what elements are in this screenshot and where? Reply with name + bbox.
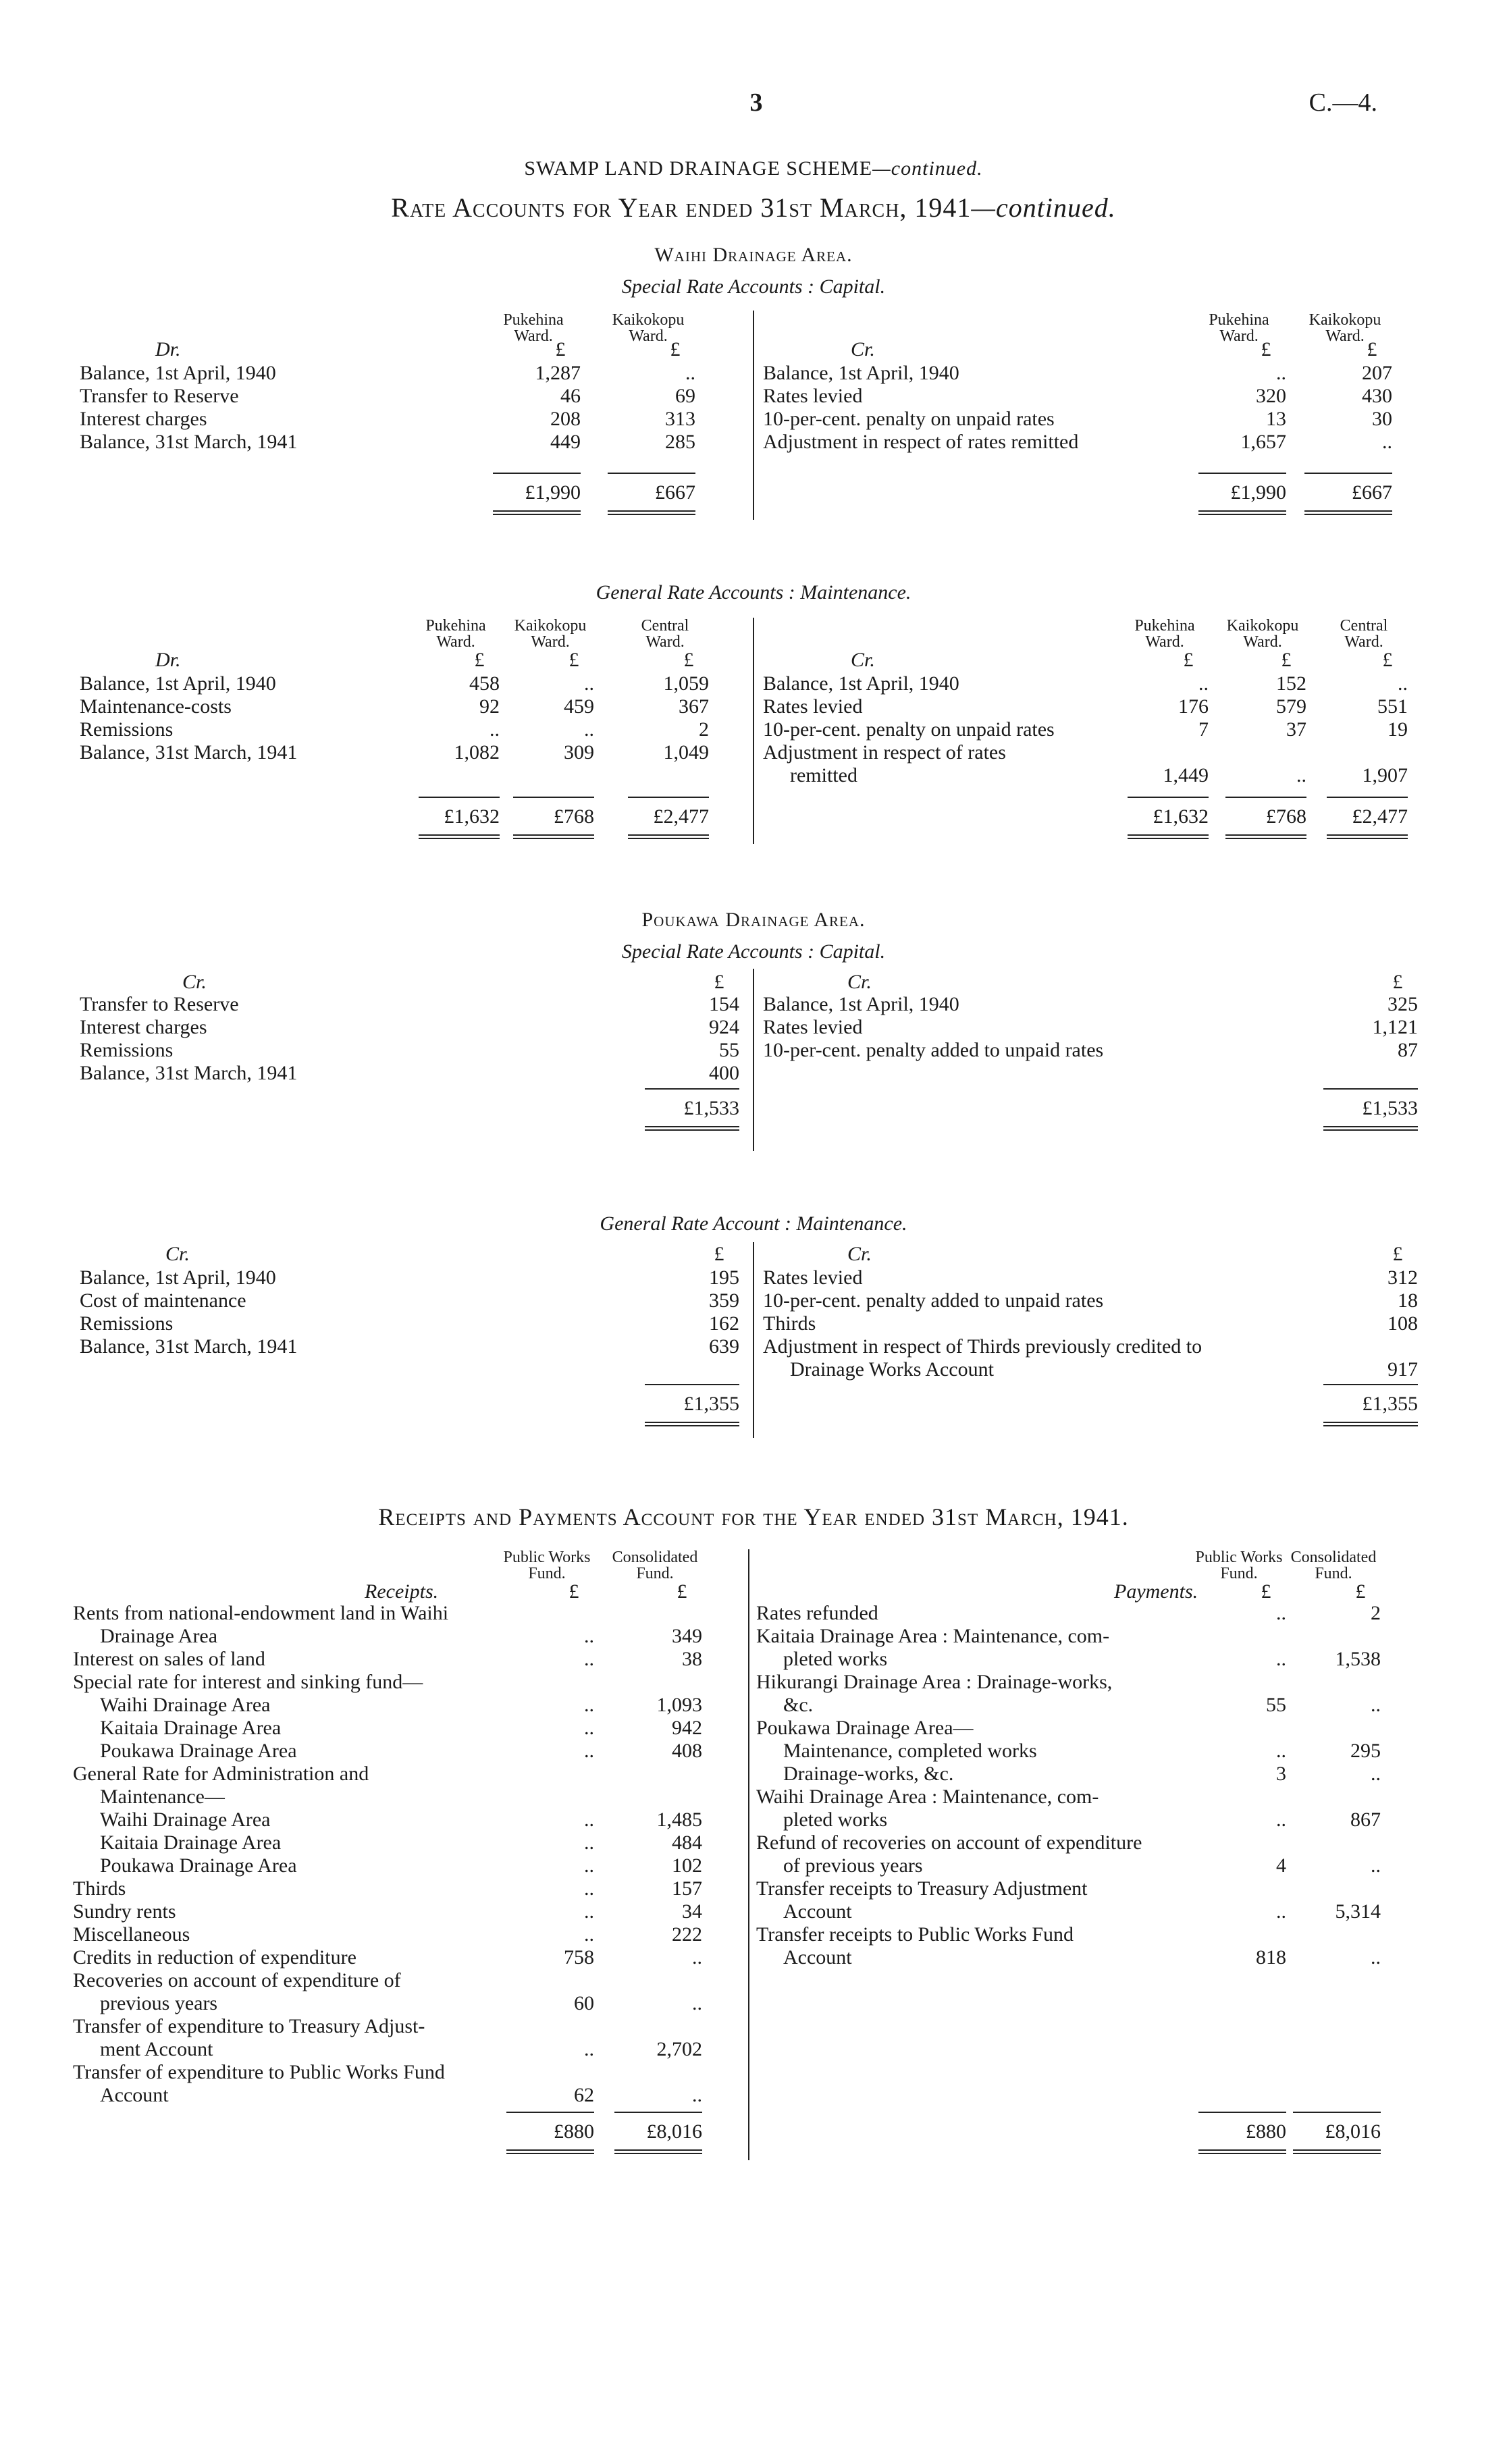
waihi-general-cr-total: £1,632 bbox=[1153, 805, 1209, 828]
receipts-row-value: .. bbox=[584, 1877, 594, 1900]
waihi-special-dr-row-value: 285 bbox=[665, 431, 695, 453]
receipts-row-label: Transfer of expenditure to Treasury Adjust- bbox=[73, 2015, 425, 2037]
poukawa-special-cr-total-rule bbox=[1323, 1088, 1418, 1090]
waihi-general-dr-total: £768 bbox=[554, 805, 594, 828]
waihi-special-subtitle: Special Rate Accounts : Capital. bbox=[621, 275, 886, 298]
poukawa-special-cr-side-label: Cr. bbox=[847, 971, 872, 993]
payments-row-label: &c. bbox=[783, 1694, 814, 1716]
waihi-special-cr-row-label: Balance, 1st April, 1940 bbox=[763, 362, 959, 384]
poukawa-general-dr-currency: £ bbox=[714, 1243, 724, 1265]
waihi-general-cr-currency: £ bbox=[1382, 649, 1393, 671]
payments-row-value: .. bbox=[1371, 1694, 1381, 1716]
receipts-row-value: 62 bbox=[574, 2084, 594, 2106]
waihi-general-cr-total-double-rule bbox=[1225, 834, 1306, 839]
waihi-special-cr-total: £667 bbox=[1352, 481, 1392, 504]
payments-row-value: 2 bbox=[1371, 1602, 1381, 1624]
waihi-general-dr-currency: £ bbox=[474, 649, 485, 671]
waihi-special-dr-row-label: Interest charges bbox=[80, 408, 207, 430]
payments-currency: £ bbox=[1261, 1580, 1271, 1603]
waihi-general-dr-row-label: Maintenance-costs bbox=[80, 695, 232, 718]
waihi-special-dr-row-label: Balance, 31st March, 1941 bbox=[80, 431, 298, 453]
waihi-general-cr-col-header: Pukehina Ward. bbox=[1134, 617, 1195, 651]
poukawa-special-cr-total: £1,533 bbox=[1362, 1097, 1418, 1119]
waihi-special-dr-row-value: .. bbox=[685, 362, 695, 384]
payments-row-label: pleted works bbox=[783, 1809, 888, 1831]
waihi-special-dr-total-rule bbox=[608, 473, 695, 474]
waihi-general-cr-row-value: 37 bbox=[1286, 718, 1306, 741]
waihi-general-dr-row-value: 1,082 bbox=[454, 741, 500, 764]
receipts-row-value: .. bbox=[584, 1831, 594, 1854]
poukawa-special-dr-row-label: Remissions bbox=[80, 1039, 174, 1061]
waihi-general-divider bbox=[753, 618, 754, 844]
payments-row-label: Account bbox=[783, 1946, 852, 1968]
receipts-row-label: Transfer of expenditure to Public Works Fund bbox=[73, 2061, 445, 2083]
poukawa-general-cr-row-value: 18 bbox=[1398, 1289, 1418, 1312]
receipts-row-label: Kaitaia Drainage Area bbox=[100, 1717, 282, 1739]
receipts-row-label: Account bbox=[100, 2084, 169, 2106]
receipts-row-value: 484 bbox=[672, 1831, 702, 1854]
waihi-special-cr-total-rule bbox=[1304, 473, 1392, 474]
waihi-general-cr-row-value: 176 bbox=[1178, 695, 1209, 718]
waihi-special-dr-row-label: Transfer to Reserve bbox=[80, 385, 239, 407]
waihi-general-cr-total-rule bbox=[1327, 797, 1408, 798]
waihi-general-cr-row-value: 579 bbox=[1276, 695, 1306, 718]
poukawa-general-cr-total-rule bbox=[1323, 1384, 1418, 1385]
payments-row-label: Maintenance, completed works bbox=[783, 1740, 1037, 1762]
receipts-row-value: 1,485 bbox=[656, 1809, 702, 1831]
waihi-special-dr-row-value: 449 bbox=[550, 431, 581, 453]
payments-row-value: .. bbox=[1371, 1946, 1381, 1968]
waihi-special-dr-currency: £ bbox=[555, 338, 566, 360]
waihi-general-cr-total-double-rule bbox=[1327, 834, 1408, 839]
waihi-general-dr-row-value: 92 bbox=[479, 695, 500, 718]
receipts-total: £880 bbox=[554, 2120, 594, 2143]
poukawa-general-dr-row-value: 162 bbox=[709, 1312, 739, 1335]
poukawa-special-dr-total: £1,533 bbox=[683, 1097, 739, 1119]
waihi-general-cr-row-value: 7 bbox=[1198, 718, 1209, 741]
page-number: 3 bbox=[749, 88, 763, 117]
receipts-row-label: Miscellaneous bbox=[73, 1923, 190, 1946]
waihi-general-dr-col-header: Central Ward. bbox=[641, 617, 689, 651]
waihi-general-dr-row-value: 1,059 bbox=[663, 672, 709, 695]
waihi-general-cr-side-label: Cr. bbox=[851, 649, 875, 671]
payments-row-label: Transfer receipts to Public Works Fund bbox=[756, 1923, 1074, 1946]
payments-row-value: .. bbox=[1276, 1740, 1286, 1762]
waihi-general-cr-row-value: 1,907 bbox=[1362, 764, 1408, 786]
poukawa-special-dr-currency: £ bbox=[714, 971, 724, 993]
waihi-general-dr-row-value: .. bbox=[584, 672, 594, 695]
waihi-special-cr-col-header: Pukehina Ward. bbox=[1209, 311, 1269, 345]
receipts-total-double-rule bbox=[506, 2149, 594, 2154]
waihi-general-cr-row-value: 1,449 bbox=[1163, 764, 1209, 786]
waihi-special-cr-row-value: .. bbox=[1276, 362, 1286, 384]
poukawa-general-dr-row-label: Balance, 31st March, 1941 bbox=[80, 1335, 298, 1358]
waihi-general-cr-total: £768 bbox=[1266, 805, 1306, 828]
poukawa-general-cr-currency: £ bbox=[1392, 1243, 1403, 1265]
receipts-row-label: Recoveries on account of expenditure of bbox=[73, 1969, 401, 1991]
receipts-row-value: .. bbox=[584, 1900, 594, 1923]
waihi-general-cr-row-value: .. bbox=[1296, 764, 1306, 786]
waihi-general-cr-row-value: .. bbox=[1398, 672, 1408, 695]
poukawa-general-dr-row-value: 195 bbox=[709, 1266, 739, 1289]
waihi-special-cr-row-value: 430 bbox=[1362, 385, 1392, 407]
poukawa-special-cr-row-label: Rates levied bbox=[763, 1016, 863, 1038]
poukawa-special-dr-side-label: Cr. bbox=[182, 971, 207, 993]
payments-total: £880 bbox=[1246, 2120, 1286, 2143]
waihi-general-cr-row-value: 19 bbox=[1387, 718, 1408, 741]
waihi-general-cr-total-double-rule bbox=[1128, 834, 1209, 839]
waihi-special-cr-currency: £ bbox=[1261, 338, 1271, 360]
receipts-row-label: Interest on sales of land bbox=[73, 1648, 265, 1670]
payments-total-rule bbox=[1293, 2112, 1381, 2113]
waihi-general-cr-row-label: Rates levied bbox=[763, 695, 863, 718]
waihi-general-dr-row-value: 309 bbox=[564, 741, 594, 764]
waihi-general-dr-total-rule bbox=[513, 797, 594, 798]
payments-row-label: Hikurangi Drainage Area : Drainage-works, bbox=[756, 1671, 1113, 1693]
receipts-row-value: 2,702 bbox=[656, 2038, 702, 2060]
payments-row-value: .. bbox=[1276, 1648, 1286, 1670]
poukawa-general-dr-row-label: Balance, 1st April, 1940 bbox=[80, 1266, 276, 1289]
poukawa-special-dr-row-value: 154 bbox=[709, 993, 739, 1015]
receipts-row-value: .. bbox=[584, 1854, 594, 1877]
waihi-general-cr-total-rule bbox=[1128, 797, 1209, 798]
payments-row-value: 1,538 bbox=[1335, 1648, 1381, 1670]
waihi-general-cr-row-label: Balance, 1st April, 1940 bbox=[763, 672, 959, 695]
payments-row-value: .. bbox=[1276, 1602, 1286, 1624]
receipts-row-value: 157 bbox=[672, 1877, 702, 1900]
waihi-general-cr-total: £2,477 bbox=[1352, 805, 1408, 828]
receipts-currency: £ bbox=[569, 1580, 579, 1603]
payments-row-label: Rates refunded bbox=[756, 1602, 878, 1624]
receipts-payments-divider bbox=[748, 1549, 749, 2160]
waihi-special-cr-col-header: Kaikokopu Ward. bbox=[1308, 311, 1381, 345]
poukawa-general-dr-row-value: 359 bbox=[709, 1289, 739, 1312]
poukawa-general-dr-row-value: 639 bbox=[709, 1335, 739, 1358]
waihi-special-cr-row-value: 320 bbox=[1256, 385, 1286, 407]
payments-side-label: Payments. bbox=[1114, 1580, 1198, 1603]
poukawa-general-dr-total-rule bbox=[645, 1384, 739, 1385]
receipts-row-value: 222 bbox=[672, 1923, 702, 1946]
poukawa-special-dr-row-value: 924 bbox=[709, 1016, 739, 1038]
waihi-special-dr-side-label: Dr. bbox=[155, 338, 181, 360]
payments-row-label: Drainage-works, &c. bbox=[783, 1763, 954, 1785]
waihi-special-cr-row-value: 13 bbox=[1266, 408, 1286, 430]
payments-row-value: .. bbox=[1371, 1763, 1381, 1785]
document-code: C.—4. bbox=[1308, 88, 1377, 117]
waihi-general-dr-row-label: Balance, 1st April, 1940 bbox=[80, 672, 276, 695]
waihi-special-cr-row-value: 207 bbox=[1362, 362, 1392, 384]
receipts-row-value: .. bbox=[584, 1717, 594, 1739]
waihi-general-dr-row-value: 367 bbox=[679, 695, 709, 718]
payments-total-double-rule bbox=[1293, 2149, 1381, 2154]
payments-row-value: .. bbox=[1371, 1854, 1381, 1877]
poukawa-special-dr-row-label: Balance, 31st March, 1941 bbox=[80, 1062, 298, 1084]
waihi-special-cr-total-rule bbox=[1198, 473, 1286, 474]
receipts-col-header: Public Works Fund. bbox=[503, 1549, 591, 1582]
payments-row-label: of previous years bbox=[783, 1854, 923, 1877]
payments-row-value: .. bbox=[1276, 1809, 1286, 1831]
waihi-special-dr-row-value: 46 bbox=[560, 385, 581, 407]
waihi-general-cr-currency: £ bbox=[1183, 649, 1194, 671]
poukawa-general-cr-row-label: Rates levied bbox=[763, 1266, 863, 1289]
poukawa-general-cr-row-label: Drainage Works Account bbox=[790, 1358, 994, 1381]
poukawa-general-cr-total: £1,355 bbox=[1362, 1393, 1418, 1415]
receipts-row-label: Poukawa Drainage Area bbox=[100, 1740, 297, 1762]
receipts-row-value: 942 bbox=[672, 1717, 702, 1739]
waihi-special-cr-row-value: 30 bbox=[1372, 408, 1392, 430]
receipts-row-label: Kaitaia Drainage Area bbox=[100, 1831, 282, 1854]
receipts-row-label: Poukawa Drainage Area bbox=[100, 1854, 297, 1877]
poukawa-special-cr-row-value: 325 bbox=[1387, 993, 1418, 1015]
poukawa-general-dr-total-double-rule bbox=[645, 1422, 739, 1426]
receipts-row-value: 34 bbox=[682, 1900, 702, 1923]
waihi-general-dr-row-value: 2 bbox=[699, 718, 709, 741]
rate-accounts-title: Rate Accounts for Year ended 31st March, 1941—continued. bbox=[391, 192, 1116, 223]
waihi-special-cr-row-value: 1,657 bbox=[1240, 431, 1286, 453]
waihi-special-cr-row-label: Adjustment in respect of rates remitted bbox=[763, 431, 1079, 453]
waihi-special-cr-row-label: 10-per-cent. penalty on unpaid rates bbox=[763, 408, 1055, 430]
receipts-row-value: .. bbox=[692, 1946, 702, 1968]
poukawa-general-dr-side-label: Cr. bbox=[165, 1243, 190, 1265]
waihi-general-cr-row-label: Adjustment in respect of rates bbox=[763, 741, 1006, 764]
receipts-currency: £ bbox=[677, 1580, 687, 1603]
waihi-special-cr-row-value: .. bbox=[1382, 431, 1392, 453]
payments-col-header: Consolidated Fund. bbox=[1290, 1549, 1377, 1582]
payments-total-double-rule bbox=[1198, 2149, 1286, 2154]
receipts-payments-title: Receipts and Payments Account for the Year ended 31st March, 1941. bbox=[378, 1503, 1129, 1530]
waihi-general-cr-row-label: remitted bbox=[790, 764, 857, 786]
receipts-total-rule bbox=[614, 2112, 702, 2113]
waihi-general-dr-currency: £ bbox=[569, 649, 579, 671]
poukawa-special-dr-row-label: Interest charges bbox=[80, 1016, 207, 1038]
receipts-row-value: .. bbox=[584, 1809, 594, 1831]
poukawa-special-cr-currency: £ bbox=[1392, 971, 1403, 993]
poukawa-general-cr-row-label: Thirds bbox=[763, 1312, 816, 1335]
waihi-special-dr-row-label: Balance, 1st April, 1940 bbox=[80, 362, 276, 384]
waihi-special-divider bbox=[753, 311, 754, 520]
waihi-general-dr-total-rule bbox=[628, 797, 709, 798]
poukawa-special-subtitle: Special Rate Accounts : Capital. bbox=[621, 940, 886, 963]
waihi-general-subtitle: General Rate Accounts : Maintenance. bbox=[596, 581, 911, 604]
waihi-special-dr-total: £667 bbox=[655, 481, 695, 504]
receipts-row-value: 408 bbox=[672, 1740, 702, 1762]
waihi-general-dr-row-value: .. bbox=[584, 718, 594, 741]
poukawa-special-dr-row-label: Transfer to Reserve bbox=[80, 993, 239, 1015]
payments-row-value: 4 bbox=[1276, 1854, 1286, 1877]
waihi-special-cr-row-label: Rates levied bbox=[763, 385, 863, 407]
waihi-special-cr-total-double-rule bbox=[1198, 510, 1286, 515]
payments-currency: £ bbox=[1355, 1580, 1366, 1603]
payments-row-label: Transfer receipts to Treasury Adjustment bbox=[756, 1877, 1088, 1900]
waihi-general-dr-row-value: 459 bbox=[564, 695, 594, 718]
payments-col-header: Public Works Fund. bbox=[1195, 1549, 1283, 1582]
waihi-special-dr-row-value: 313 bbox=[665, 408, 695, 430]
waihi-general-dr-currency: £ bbox=[683, 649, 694, 671]
poukawa-general-divider bbox=[753, 1242, 754, 1438]
receipts-row-label: Drainage Area bbox=[100, 1625, 218, 1647]
poukawa-special-cr-row-value: 87 bbox=[1398, 1039, 1418, 1061]
receipts-row-value: .. bbox=[584, 1740, 594, 1762]
waihi-special-cr-total: £1,990 bbox=[1230, 481, 1286, 504]
receipts-side-label: Receipts. bbox=[365, 1580, 439, 1603]
waihi-general-dr-col-header: Kaikokopu Ward. bbox=[514, 617, 587, 651]
receipts-col-header: Consolidated Fund. bbox=[612, 1549, 698, 1582]
receipts-row-value: 60 bbox=[574, 1992, 594, 2014]
poukawa-special-dr-total-double-rule bbox=[645, 1126, 739, 1131]
payments-row-value: 867 bbox=[1350, 1809, 1381, 1831]
waihi-general-cr-total-rule bbox=[1225, 797, 1306, 798]
payments-row-label: Poukawa Drainage Area— bbox=[756, 1717, 974, 1739]
waihi-special-cr-total-double-rule bbox=[1304, 510, 1392, 515]
waihi-general-dr-row-label: Remissions bbox=[80, 718, 174, 741]
receipts-row-label: Sundry rents bbox=[73, 1900, 176, 1923]
receipts-row-label: Maintenance— bbox=[100, 1786, 225, 1808]
poukawa-general-cr-side-label: Cr. bbox=[847, 1243, 872, 1265]
receipts-row-value: .. bbox=[692, 1992, 702, 2014]
poukawa-general-cr-row-value: 917 bbox=[1387, 1358, 1418, 1381]
waihi-general-dr-total: £2,477 bbox=[653, 805, 709, 828]
waihi-general-dr-total: £1,632 bbox=[444, 805, 500, 828]
waihi-general-dr-col-header: Pukehina Ward. bbox=[425, 617, 486, 651]
waihi-general-cr-row-value: 551 bbox=[1377, 695, 1408, 718]
waihi-special-dr-row-value: 208 bbox=[550, 408, 581, 430]
payments-row-value: 818 bbox=[1256, 1946, 1286, 1968]
poukawa-general-subtitle: General Rate Account : Maintenance. bbox=[600, 1212, 907, 1235]
waihi-general-cr-col-header: Central Ward. bbox=[1340, 617, 1388, 651]
poukawa-general-dr-row-label: Cost of maintenance bbox=[80, 1289, 246, 1312]
payments-row-value: 295 bbox=[1350, 1740, 1381, 1762]
waihi-general-cr-currency: £ bbox=[1281, 649, 1292, 671]
receipts-row-value: 38 bbox=[682, 1648, 702, 1670]
receipts-row-value: .. bbox=[584, 1694, 594, 1716]
waihi-special-dr-total-double-rule bbox=[608, 510, 695, 515]
receipts-row-label: Special rate for interest and sinking fund— bbox=[73, 1671, 423, 1693]
waihi-general-dr-total-rule bbox=[419, 797, 500, 798]
poukawa-general-dr-row-label: Remissions bbox=[80, 1312, 174, 1335]
poukawa-special-divider bbox=[753, 969, 754, 1151]
waihi-general-cr-row-value: 152 bbox=[1276, 672, 1306, 695]
receipts-row-value: .. bbox=[692, 2084, 702, 2106]
waihi-general-cr-row-label: 10-per-cent. penalty on unpaid rates bbox=[763, 718, 1055, 741]
receipts-row-label: General Rate for Administration and bbox=[73, 1763, 369, 1785]
scheme-title: SWAMP LAND DRAINAGE SCHEME—continued. bbox=[524, 157, 983, 180]
payments-row-label: Refund of recoveries on account of expenditure bbox=[756, 1831, 1142, 1854]
receipts-row-label: Thirds bbox=[73, 1877, 126, 1900]
poukawa-special-cr-row-value: 1,121 bbox=[1372, 1016, 1418, 1038]
waihi-general-dr-total-double-rule bbox=[513, 834, 594, 839]
receipts-total-rule bbox=[506, 2112, 594, 2113]
payments-total: £8,016 bbox=[1325, 2120, 1381, 2143]
poukawa-general-cr-row-label: Adjustment in respect of Thirds previously credited to bbox=[763, 1335, 1202, 1358]
waihi-special-cr-currency: £ bbox=[1367, 338, 1377, 360]
payments-row-value: 55 bbox=[1266, 1694, 1286, 1716]
receipts-row-value: .. bbox=[584, 1648, 594, 1670]
waihi-general-cr-row-value: .. bbox=[1198, 672, 1209, 695]
poukawa-general-cr-row-label: 10-per-cent. penalty added to unpaid rates bbox=[763, 1289, 1104, 1312]
payments-row-label: Account bbox=[783, 1900, 852, 1923]
waihi-special-dr-currency: £ bbox=[670, 338, 681, 360]
poukawa-special-dr-row-value: 55 bbox=[719, 1039, 739, 1061]
waihi-general-dr-row-value: 1,049 bbox=[663, 741, 709, 764]
receipts-row-value: 102 bbox=[672, 1854, 702, 1877]
receipts-row-label: ment Account bbox=[100, 2038, 213, 2060]
receipts-total-double-rule bbox=[614, 2149, 702, 2154]
waihi-special-dr-total: £1,990 bbox=[525, 481, 581, 504]
payments-row-value: 3 bbox=[1276, 1763, 1286, 1785]
waihi-special-dr-col-header: Kaikokopu Ward. bbox=[612, 311, 685, 345]
waihi-special-dr-row-value: 1,287 bbox=[535, 362, 581, 384]
waihi-special-dr-row-value: 69 bbox=[675, 385, 695, 407]
waihi-special-dr-total-rule bbox=[493, 473, 581, 474]
receipts-row-value: .. bbox=[584, 1625, 594, 1647]
receipts-row-value: 758 bbox=[564, 1946, 594, 1968]
poukawa-special-cr-row-label: Balance, 1st April, 1940 bbox=[763, 993, 959, 1015]
waihi-general-cr-col-header: Kaikokopu Ward. bbox=[1226, 617, 1299, 651]
receipts-total: £8,016 bbox=[646, 2120, 702, 2143]
poukawa-area-title: Poukawa Drainage Area. bbox=[641, 909, 866, 931]
poukawa-special-dr-total-rule bbox=[645, 1088, 739, 1090]
payments-total-rule bbox=[1198, 2112, 1286, 2113]
poukawa-general-dr-total: £1,355 bbox=[683, 1393, 739, 1415]
poukawa-general-cr-row-value: 312 bbox=[1387, 1266, 1418, 1289]
payments-row-value: .. bbox=[1276, 1900, 1286, 1923]
receipts-row-label: Waihi Drainage Area bbox=[100, 1809, 271, 1831]
receipts-row-label: Waihi Drainage Area bbox=[100, 1694, 271, 1716]
waihi-general-dr-side-label: Dr. bbox=[155, 649, 181, 671]
waihi-general-dr-row-value: 458 bbox=[469, 672, 500, 695]
poukawa-special-dr-row-value: 400 bbox=[709, 1062, 739, 1084]
payments-row-label: Waihi Drainage Area : Maintenance, com- bbox=[756, 1786, 1099, 1808]
poukawa-general-cr-total-double-rule bbox=[1323, 1422, 1418, 1426]
receipts-row-label: previous years bbox=[100, 1992, 218, 2014]
payments-row-value: 5,314 bbox=[1335, 1900, 1381, 1923]
receipts-row-value: .. bbox=[584, 2038, 594, 2060]
waihi-area-title: Waihi Drainage Area. bbox=[654, 244, 853, 266]
waihi-general-dr-row-value: .. bbox=[490, 718, 500, 741]
receipts-row-label: Rents from national-endowment land in Waihi bbox=[73, 1602, 449, 1624]
waihi-general-dr-total-double-rule bbox=[628, 834, 709, 839]
waihi-general-dr-row-label: Balance, 31st March, 1941 bbox=[80, 741, 298, 764]
waihi-special-cr-side-label: Cr. bbox=[851, 338, 875, 360]
poukawa-general-cr-row-value: 108 bbox=[1387, 1312, 1418, 1335]
receipts-row-value: 1,093 bbox=[656, 1694, 702, 1716]
receipts-row-label: Credits in reduction of expenditure bbox=[73, 1946, 356, 1968]
payments-row-label: Kaitaia Drainage Area : Maintenance, com- bbox=[756, 1625, 1110, 1647]
waihi-special-dr-col-header: Pukehina Ward. bbox=[503, 311, 564, 345]
waihi-special-dr-total-double-rule bbox=[493, 510, 581, 515]
waihi-general-dr-total-double-rule bbox=[419, 834, 500, 839]
poukawa-special-cr-total-double-rule bbox=[1323, 1126, 1418, 1131]
payments-row-label: pleted works bbox=[783, 1648, 888, 1670]
receipts-row-value: .. bbox=[584, 1923, 594, 1946]
receipts-row-value: 349 bbox=[672, 1625, 702, 1647]
poukawa-special-cr-row-label: 10-per-cent. penalty added to unpaid rates bbox=[763, 1039, 1104, 1061]
